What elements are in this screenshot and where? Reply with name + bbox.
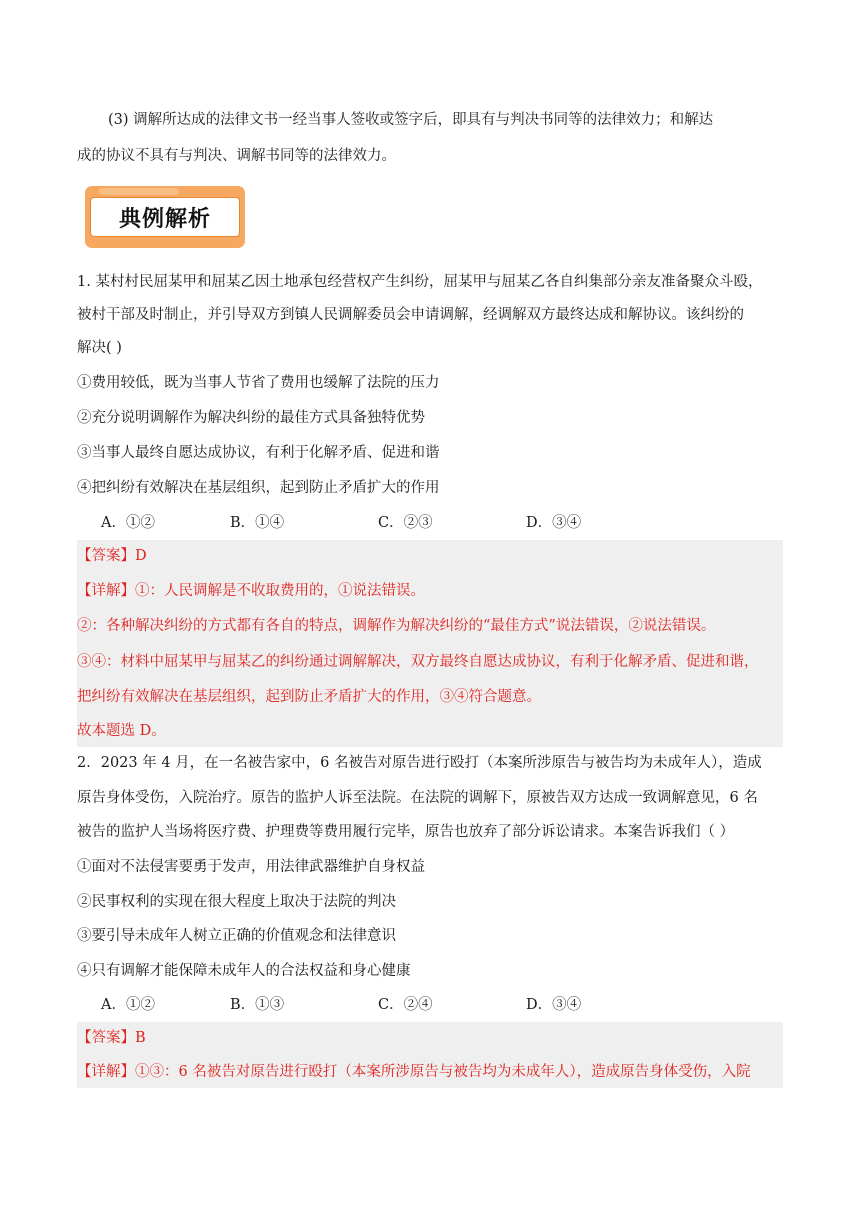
q1-explanation-line: 【详解】①：人民调解是不收取费用的，①说法错误。	[77, 583, 425, 599]
q1-explanation-line: ②：各种解决纠纷的方式都有各自的特点，调解作为解决纠纷的“最佳方式”说法错误，②说法错误。	[77, 618, 716, 634]
q1-stem-line-1: 1. 某村村民屈某甲和屈某乙因土地承包经营权产生纠纷，屈某甲与屈某乙各自纠集部分亲友准备聚众斗殴，	[77, 274, 763, 290]
q2-statement: ②民事权利的实现在很大程度上取决于法院的判决	[77, 894, 396, 910]
banner-label: 典例解析	[90, 197, 240, 237]
q1-answer: 【答案】D	[77, 548, 147, 564]
q2-explanation-line: 【详解】①③：6 名被告对原告进行殴打（本案所涉原告与被告均为未成年人），造成原告身体受伤，入院	[77, 1064, 751, 1080]
q2-answer: 【答案】B	[77, 1030, 146, 1046]
q1-explanation-line: ③④：材料中屈某甲与屈某乙的纠纷通过调解解决，双方最终自愿达成协议，有利于化解矛盾、促进和谐，	[77, 654, 759, 670]
section-banner	[85, 186, 249, 250]
banner-tab	[99, 188, 179, 195]
q2-stem-line-1: 2．2023 年 4 月，在一名被告家中，6 名被告对原告进行殴打（本案所涉原告与被告均为未成年人），造成	[77, 755, 762, 771]
q1-statement: ④把纠纷有效解决在基层组织，起到防止矛盾扩大的作用	[77, 480, 440, 496]
intro-line-1: (3) 调解所达成的法律文书一经当事人签收或签字后，即具有与判决书同等的法律效力；和解达	[108, 112, 714, 128]
q1-explanation-line: 故本题选 D。	[77, 723, 166, 739]
q1-stem-line-3: 解决( )	[77, 340, 122, 356]
q1-option-b: B．①④	[230, 515, 285, 531]
q1-statement: ③当事人最终自愿达成协议，有利于化解矛盾、促进和谐	[77, 445, 440, 461]
q1-option-d: D．③④	[526, 515, 582, 531]
q2-option-c: C．②④	[378, 997, 433, 1013]
q2-statement: ④只有调解才能保障未成年人的合法权益和身心健康	[77, 963, 411, 979]
q2-option-a: A．①②	[101, 997, 155, 1013]
q2-stem-line-3: 被告的监护人当场将医疗费、护理费等费用履行完毕，原告也放弃了部分诉讼请求。本案告诉我们（ ）	[77, 824, 735, 840]
q1-explanation-line: 把纠纷有效解决在基层组织，起到防止矛盾扩大的作用，③④符合题意。	[77, 689, 541, 705]
q1-stem-line-2: 被村干部及时制止，并引导双方到镇人民调解委员会申请调解，经调解双方最终达成和解协议。该纠纷的	[77, 307, 744, 323]
q1-statement: ②充分说明调解作为解决纠纷的最佳方式具备独特优势	[77, 410, 425, 426]
q1-answer-panel	[77, 540, 783, 747]
q1-statement: ①费用较低，既为当事人节省了费用也缓解了法院的压力	[77, 375, 440, 391]
q1-option-a: A．①②	[101, 515, 155, 531]
q2-option-d: D．③④	[526, 997, 582, 1013]
q2-option-b: B．①③	[230, 997, 285, 1013]
intro-line-2: 成的协议不具有与判决、调解书同等的法律效力。	[77, 148, 396, 164]
q2-stem-line-2: 原告身体受伤，入院治疗。原告的监护人诉至法院。在法院的调解下，原被告双方达成一致调解意见，6 名	[77, 790, 758, 806]
q2-statement: ①面对不法侵害要勇于发声，用法律武器维护自身权益	[77, 859, 425, 875]
q1-option-c: C．②③	[378, 515, 433, 531]
q2-statement: ③要引导未成年人树立正确的价值观念和法律意识	[77, 928, 396, 944]
